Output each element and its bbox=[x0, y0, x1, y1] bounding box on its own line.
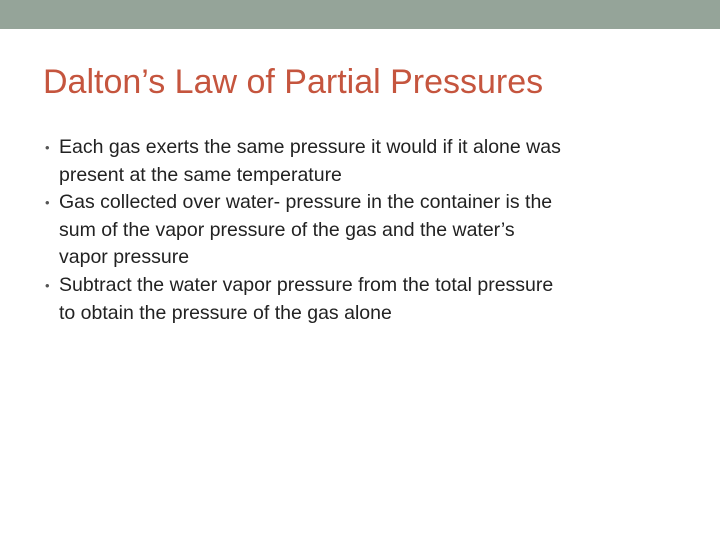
bullet-item bbox=[43, 134, 693, 189]
bullet-text-line: present at the same temperature bbox=[59, 163, 342, 186]
slide-title: Dalton’s Law of Partial Pressures bbox=[43, 63, 544, 101]
bullet-icon: • bbox=[45, 140, 50, 155]
bullet-text-line: Each gas exerts the same pressure it would if it alone was bbox=[59, 136, 561, 158]
bullet-item bbox=[43, 272, 693, 327]
bullet-icon: • bbox=[45, 195, 50, 211]
top-band bbox=[0, 0, 720, 29]
bullet-text-line: Gas collected over water- pressure in the container is the bbox=[59, 191, 553, 214]
bullet-item bbox=[43, 189, 693, 272]
bullet-list bbox=[43, 134, 693, 327]
bullet-text-line: Subtract the water vapor pressure from the total pressure bbox=[59, 273, 554, 296]
bullet-icon: • bbox=[45, 277, 50, 293]
bullet-text-line: sum of the vapor pressure of the gas and the water’s bbox=[59, 218, 515, 241]
bullet-text-line: to obtain the pressure of the gas alone bbox=[59, 301, 392, 324]
bullet-text-line: vapor pressure bbox=[59, 246, 190, 269]
